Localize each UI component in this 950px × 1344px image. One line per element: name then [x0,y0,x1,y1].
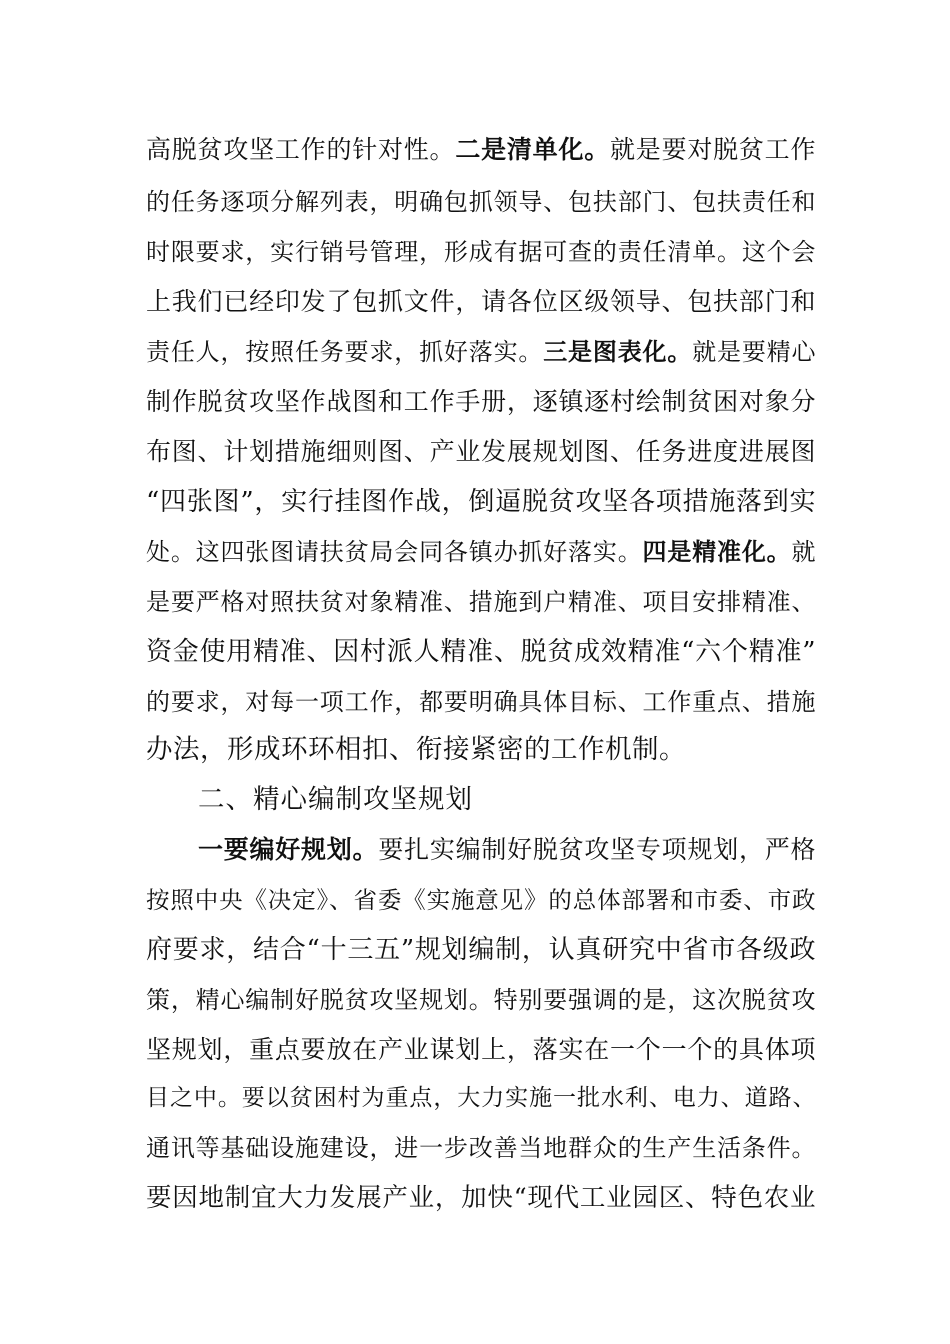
text-segment: 目之中。要以贫困村为重点，大力实施一批水利、电力、道路、 [146,1085,816,1111]
text-segment: 时限要求，实行销号管理，形成有据可查的责任清单。这个会 [146,238,816,266]
text-segment: 就 [791,538,817,566]
text-segment: 按照中央《决定》、省委《实施意见》的总体部署和市委、市政 [146,886,816,914]
text-segment: 制作脱贫攻坚作战图和工作手册，逐镇逐村绘制贫困对象分 [146,387,816,416]
text-line [146,724,816,776]
text-segment: 处。这四张图请扶贫局会同各镇办抓好落实。 [146,538,643,566]
text-segment: 办法，形成环环相扣、衔接紧密的工作机制。 [146,734,686,765]
text-segment: 的要求，对每一项工作，都要明确具体目标、工作重点、措施 [146,688,816,716]
text-line [146,1024,816,1076]
section-heading: 二、精心编制攻坚规划 [198,784,473,815]
bold-text-segment: 二是清单化。 [455,135,611,164]
text-segment: 要扎实编制好脱贫攻坚专项规划，严格 [378,835,816,864]
text-line [146,1072,816,1124]
text-segment: 资金使用精准、因村派人精准、脱贫成效精准“六个精准” [146,637,816,667]
text-segment: 就是要精心 [692,338,817,366]
text-segment: “四张图”，实行挂图作战，倒逼脱贫攻坚各项措施落到实 [146,487,816,517]
text-segment: 坚规划，重点要放在产业谋划上，落实在一个一个的具体项 [146,1035,816,1064]
text-segment: 高脱贫攻坚工作的针对性。 [146,135,456,164]
text-line [146,476,816,528]
text-segment: 上我们已经印发了包抓文件，请各位区级领导、包扶部门和 [146,287,816,316]
text-line [146,526,816,578]
text-line [146,626,816,678]
text-line [146,426,816,478]
text-line [146,124,816,176]
text-segment: 的任务逐项分解列表，明确包抓领导、包扶部门、包扶责任和 [146,188,816,216]
text-line [146,974,816,1026]
text-segment: 是要严格对照扶贫对象精准、措施到户精准、项目安排精准、 [146,588,816,616]
bold-text-segment: 四是精准化。 [642,538,792,566]
text-line [146,576,816,628]
text-line [146,176,816,228]
text-line [146,874,816,926]
text-segment: 府要求，结合“十三五”规划编制，认真研究中省市各级政 [146,935,816,965]
text-segment: 布图、计划措施细则图、产业发展规划图、任务进度进展图 [146,437,816,466]
text-segment: 策，精心编制好脱贫攻坚规划。特别要强调的是，这次脱贫攻 [146,986,816,1014]
text-line [146,924,816,976]
text-line [146,676,816,728]
text-segment: 要因地制宜大力发展产业，加快“现代工业园区、特色农业 [146,1183,816,1213]
text-line [146,376,816,428]
bold-text-segment: 三是图表化。 [543,338,693,366]
text-segment: 就是要对脱贫工作 [610,135,816,164]
text-segment: 责任人，按照任务要求，抓好落实。 [146,338,544,366]
text-line [146,326,816,378]
text-line [146,226,816,278]
text-line [146,1122,816,1174]
bold-text-segment: 一要编好规划。 [198,835,379,864]
text-line [198,824,816,876]
text-line [146,1172,816,1224]
text-line [146,276,816,328]
text-segment: 通讯等基础设施建设，进一步改善当地群众的生产生活条件。 [146,1134,816,1162]
